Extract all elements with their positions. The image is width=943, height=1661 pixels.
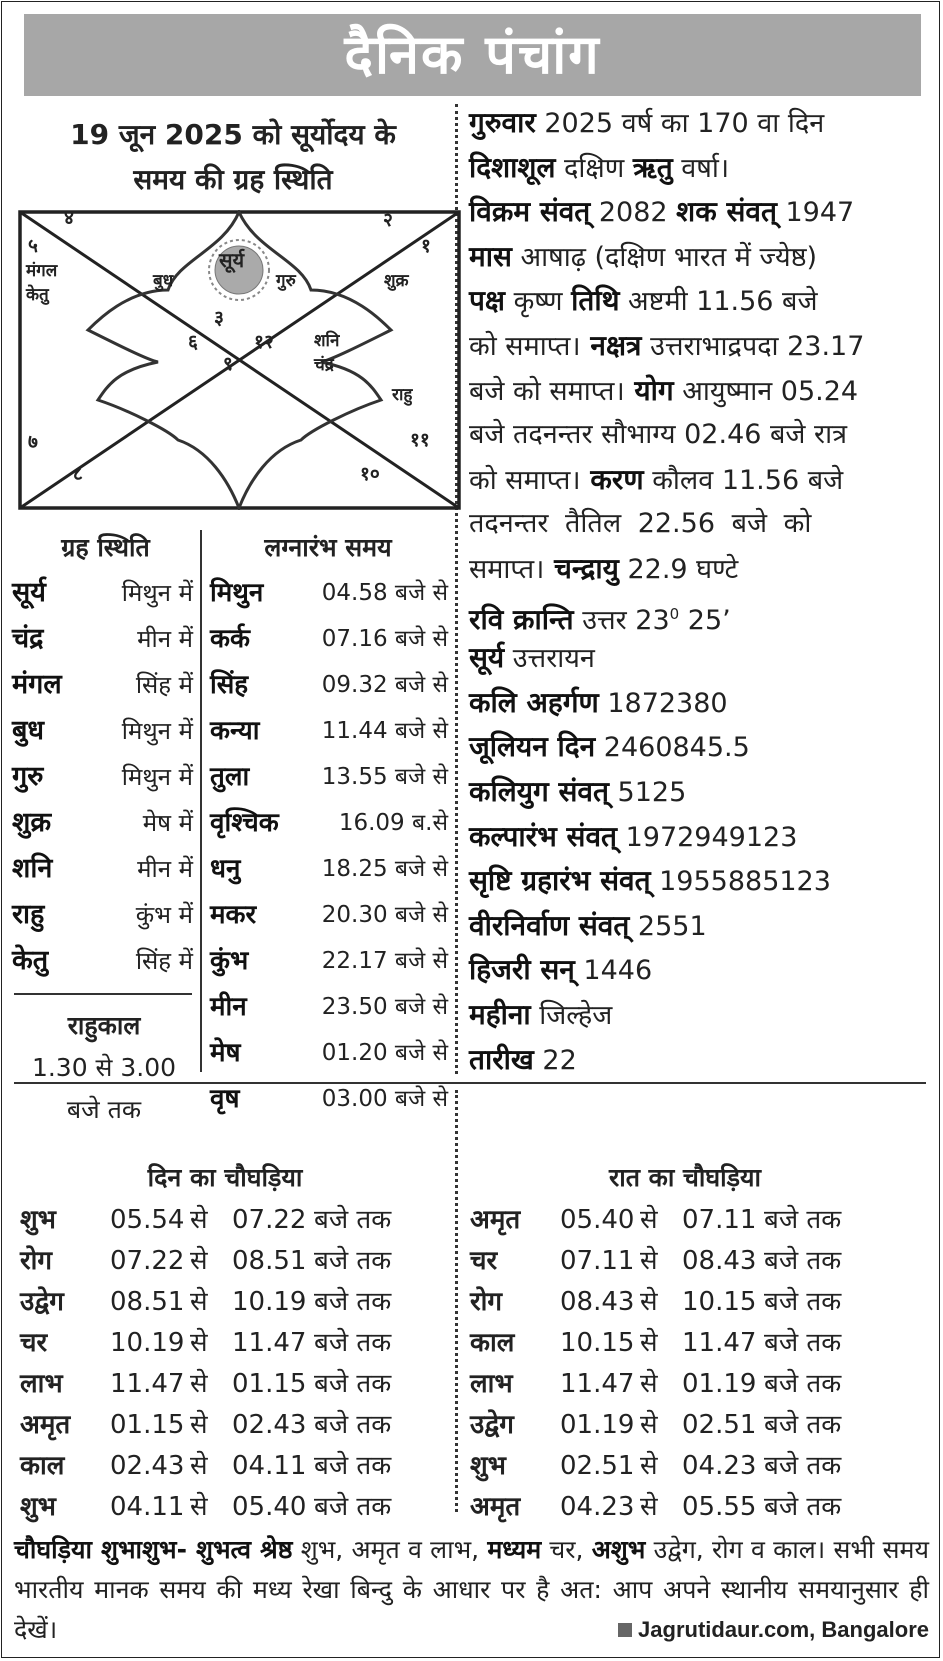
- choghadiya-row: [20, 1446, 424, 1486]
- choghadiya-name: शुभ: [20, 1492, 56, 1522]
- choghadiya-suffix: बजे तक: [764, 1287, 842, 1317]
- choghadiya-name: उद्वेग: [20, 1287, 64, 1317]
- raat-choghadiya-header: रात का चौघड़िया: [609, 1163, 761, 1192]
- choghadiya-se: से: [640, 1328, 658, 1358]
- graha-rashi: सिंह में: [135, 947, 193, 975]
- choghadiya-to: 04.11: [232, 1451, 307, 1481]
- panchang-line-1: गुरुवार 2025 वर्ष का 170 वा दिन: [469, 106, 825, 139]
- house-number-7: ७: [28, 431, 38, 453]
- choghadiya-from: 08.43: [560, 1287, 635, 1317]
- house-number-9: ९: [223, 353, 233, 375]
- choghadiya-from: 10.19: [110, 1328, 185, 1358]
- choghadiya-se: से: [640, 1451, 658, 1481]
- choghadiya-to: 07.11: [682, 1205, 757, 1235]
- choghadiya-row: [470, 1323, 874, 1363]
- choghadiya-from: 02.43: [110, 1451, 185, 1481]
- chart-heading-line1: 19 जून 2025 को सूर्योदय के: [70, 118, 396, 151]
- choghadiya-suffix: बजे तक: [764, 1492, 842, 1522]
- choghadiya-se: से: [190, 1369, 208, 1399]
- house-number-11: ११: [410, 429, 430, 451]
- choghadiya-to: 10.15: [682, 1287, 757, 1317]
- panchang-line-8: बजे तदनन्तर सौभाग्य 02.46 बजे रात्र: [469, 419, 847, 450]
- choghadiya-to: 07.22: [232, 1205, 307, 1235]
- lagna-name: मेष: [210, 1038, 241, 1068]
- footer-credit: Jagrutidaur.com, Bangalore: [618, 1610, 929, 1650]
- lagna-name: तुला: [210, 762, 250, 792]
- lagna-name: मकर: [210, 900, 257, 930]
- center-divider-bottom: [455, 1090, 458, 1512]
- choghadiya-se: से: [640, 1410, 658, 1440]
- choghadiya-row: [20, 1200, 424, 1240]
- choghadiya-se: से: [640, 1492, 658, 1522]
- choghadiya-name: लाभ: [470, 1369, 513, 1399]
- choghadiya-to: 02.43: [232, 1410, 307, 1440]
- panchang-line-3: विक्रम संवत् 2082 शक संवत् 1947: [469, 195, 855, 228]
- choghadiya-to: 11.47: [682, 1328, 757, 1358]
- choghadiya-suffix: बजे तक: [314, 1492, 392, 1522]
- graha-name: गुरु: [12, 761, 44, 792]
- choghadiya-to: 05.40: [232, 1492, 307, 1522]
- choghadiya-se: से: [190, 1287, 208, 1317]
- graha-name: राहु: [12, 899, 45, 930]
- choghadiya-suffix: बजे तक: [764, 1328, 842, 1358]
- graha-rashi: मिथुन में: [121, 717, 193, 745]
- house-number-6: ६: [188, 331, 198, 353]
- choghadiya-name: अमृत: [20, 1410, 71, 1440]
- rahukaal-divider: [14, 993, 192, 995]
- chart-heading-line2: समय की ग्रह स्थिति: [133, 163, 333, 196]
- left-column-divider: [200, 530, 202, 1072]
- panchang-line-2: दिशाशूल दक्षिण ऋतु वर्षा।: [469, 151, 730, 184]
- choghadiya-from: 07.11: [560, 1246, 635, 1276]
- planet-budh: बुध: [153, 271, 174, 291]
- house-number-1: १: [421, 235, 431, 257]
- panchang-line-21: महीना जिल्हेज: [469, 998, 613, 1031]
- choghadiya-from: 07.22: [110, 1246, 185, 1276]
- choghadiya-row: [20, 1241, 424, 1281]
- lagna-time: 18.25 बजे से: [321, 856, 448, 882]
- choghadiya-name: शुभ: [20, 1205, 56, 1235]
- graha-rashi: मीन में: [137, 625, 193, 653]
- house-number-8: ८: [73, 463, 83, 485]
- house-number-2: २: [383, 209, 393, 231]
- lagna-time: 07.16 बजे से: [321, 626, 448, 652]
- choghadiya-name: शुभ: [470, 1451, 506, 1481]
- choghadiya-se: से: [640, 1369, 658, 1399]
- choghadiya-name: अमृत: [470, 1492, 521, 1522]
- choghadiya-suffix: बजे तक: [314, 1246, 392, 1276]
- choghadiya-suffix: बजे तक: [764, 1410, 842, 1440]
- choghadiya-to: 01.15: [232, 1369, 307, 1399]
- choghadiya-suffix: बजे तक: [314, 1369, 392, 1399]
- choghadiya-suffix: बजे तक: [764, 1369, 842, 1399]
- choghadiya-to: 04.23: [682, 1451, 757, 1481]
- choghadiya-to: 10.19: [232, 1287, 307, 1317]
- choghadiya-name: लाभ: [20, 1369, 63, 1399]
- choghadiya-row: [470, 1364, 874, 1404]
- graha-sthiti-header: ग्रह स्थिति: [61, 533, 150, 562]
- panchang-line-11: समाप्त। चन्द्रायु 22.9 घण्टे: [469, 552, 739, 585]
- choghadiya-name: उद्वेग: [470, 1410, 514, 1440]
- planet-mangal: मंगल: [26, 261, 58, 281]
- house-number-4: ४: [64, 207, 74, 229]
- planet-shani: शनि: [314, 331, 340, 351]
- choghadiya-se: से: [640, 1287, 658, 1317]
- panchang-line-22-visible: तारीख 22: [469, 1043, 577, 1076]
- lagna-time: 09.32 बजे से: [321, 672, 448, 698]
- graha-name: केतु: [12, 945, 49, 976]
- footer-note: चौघड़िया शुभाशुभ- शुभत्व श्रेष्ठ शुभ, अमृत व लाभ, मध्यम चर, अशुभ उद्वेग, रोग व काल। सभी समय भारतीय मानक समय की मध्य रेखा बिन्दु के आधार पर है अत: आप अपने स्थानीय समयानुसार ही देखें। Jagrutidaur.com, Bangalore: [14, 1530, 929, 1650]
- lagna-name: सिंह: [210, 670, 249, 700]
- choghadiya-row: [470, 1487, 874, 1527]
- lagnarambh-header: लग्नारंभ समय: [264, 533, 392, 562]
- choghadiya-se: से: [190, 1328, 208, 1358]
- lagna-name: कर्क: [210, 624, 250, 654]
- choghadiya-suffix: बजे तक: [314, 1328, 392, 1358]
- choghadiya-row: [470, 1241, 874, 1281]
- square-bullet-icon: [618, 1623, 632, 1637]
- panchang-line-4: मास आषाढ़ (दक्षिण भारत में ज्येष्ठ): [469, 240, 818, 273]
- choghadiya-se: से: [190, 1492, 208, 1522]
- lagna-name: वृष: [210, 1084, 240, 1114]
- graha-name: सूर्य: [12, 577, 46, 608]
- graha-rashi: मेष में: [142, 809, 193, 837]
- panchang-line-12: रवि क्रान्ति उत्तर $23^0$ 25’: [469, 603, 731, 636]
- lagna-time: 03.00 बजे से: [321, 1086, 448, 1112]
- panchang-line-10: तदनन्तर तैतिल 22.56 बजे को: [469, 508, 812, 539]
- panchang-line-6: को समाप्त। नक्षत्र उत्तराभाद्रपदा 23.17: [469, 329, 865, 362]
- choghadiya-name: चर: [20, 1328, 48, 1358]
- choghadiya-row: [20, 1364, 424, 1404]
- choghadiya-row: [20, 1323, 424, 1363]
- choghadiya-se: से: [190, 1451, 208, 1481]
- choghadiya-suffix: बजे तक: [314, 1287, 392, 1317]
- choghadiya-to: 11.47: [232, 1328, 307, 1358]
- choghadiya-from: 01.15: [110, 1410, 185, 1440]
- choghadiya-to: 02.51: [682, 1410, 757, 1440]
- choghadiya-name: रोग: [470, 1287, 503, 1317]
- lagna-name: कन्या: [210, 716, 260, 746]
- lagna-name: मिथुन: [210, 578, 264, 608]
- lagna-name: धनु: [210, 854, 241, 884]
- lagna-time: 20.30 बजे से: [321, 902, 448, 928]
- planet-shukra: शुक्र: [384, 271, 409, 291]
- panchang-line-5: पक्ष कृष्ण तिथि अष्टमी 11.56 बजे: [469, 284, 818, 317]
- choghadiya-to: 05.55: [682, 1492, 757, 1522]
- house-number-3: ३: [214, 307, 224, 329]
- kundli-chart: [18, 207, 461, 510]
- panchang-line-18: सृष्टि ग्रहारंभ संवत् 1955885123: [469, 864, 831, 897]
- choghadiya-row: [470, 1446, 874, 1486]
- choghadiya-from: 04.23: [560, 1492, 635, 1522]
- lagna-time: 13.55 बजे से: [321, 764, 448, 790]
- choghadiya-to: 08.51: [232, 1246, 307, 1276]
- choghadiya-se: से: [190, 1410, 208, 1440]
- lagna-name: वृश्चिक: [210, 808, 279, 838]
- choghadiya-suffix: बजे तक: [764, 1451, 842, 1481]
- planet-ketu: केतु: [26, 285, 49, 305]
- panchang-line-13: सूर्य उत्तरायन: [469, 641, 595, 674]
- panchang-line-7: बजे को समाप्त। योग आयुष्मान 05.24: [469, 374, 859, 407]
- choghadiya-to: 01.19: [682, 1369, 757, 1399]
- panchang-line-14: कलि अहर्गण 1872380: [469, 686, 728, 719]
- choghadiya-from: 11.47: [110, 1369, 185, 1399]
- choghadiya-from: 01.19: [560, 1410, 635, 1440]
- choghadiya-from: 02.51: [560, 1451, 635, 1481]
- choghadiya-from: 10.15: [560, 1328, 635, 1358]
- choghadiya-se: से: [190, 1246, 208, 1276]
- choghadiya-suffix: बजे तक: [314, 1410, 392, 1440]
- choghadiya-row: [470, 1200, 874, 1240]
- choghadiya-name: काल: [470, 1328, 515, 1358]
- lagna-time: 11.44 बजे से: [321, 718, 448, 744]
- choghadiya-se: से: [640, 1205, 658, 1235]
- din-choghadiya-header: दिन का चौघड़िया: [147, 1163, 303, 1192]
- rahukaal-suffix: बजे तक: [66, 1095, 142, 1124]
- graha-name: मंगल: [12, 669, 62, 700]
- house-number-10: १०: [360, 463, 380, 485]
- graha-name: शनि: [12, 853, 53, 884]
- lagna-time: 01.20 बजे से: [321, 1040, 448, 1066]
- choghadiya-from: 05.40: [560, 1205, 635, 1235]
- choghadiya-from: 08.51: [110, 1287, 185, 1317]
- panchang-line-15: जूलियन दिन 2460845.5: [469, 730, 750, 763]
- choghadiya-row: [20, 1282, 424, 1322]
- planet-rahu: राहु: [392, 385, 413, 405]
- graha-rashi: सिंह में: [135, 671, 193, 699]
- choghadiya-from: 11.47: [560, 1369, 635, 1399]
- graha-rashi: मीन में: [137, 855, 193, 883]
- lagna-time: 04.58 बजे से: [321, 580, 448, 606]
- choghadiya-from: 05.54: [110, 1205, 185, 1235]
- panchang-line-9: को समाप्त। करण कौलव 11.56 बजे: [469, 463, 844, 496]
- lagna-name: कुंभ: [210, 946, 249, 976]
- planet-chandra: चंद्र: [314, 355, 334, 375]
- choghadiya-se: से: [190, 1205, 208, 1235]
- panchang-line-17: कल्पारंभ संवत् 1972949123: [469, 820, 798, 853]
- choghadiya-se: से: [640, 1246, 658, 1276]
- choghadiya-from: 04.11: [110, 1492, 185, 1522]
- house-number-12: १२: [254, 331, 274, 353]
- choghadiya-row: [470, 1282, 874, 1322]
- graha-name: चंद्र: [12, 623, 44, 654]
- panchang-line-16: कलियुग संवत् 5125: [469, 775, 687, 808]
- graha-rashi: कुंभ में: [135, 901, 193, 929]
- choghadiya-name: अमृत: [470, 1205, 521, 1235]
- graha-name: शुक्र: [12, 807, 52, 838]
- lagna-name: मीन: [210, 992, 247, 1022]
- planet-guru: गुरु: [276, 271, 296, 291]
- planet-surya: सूर्य: [219, 248, 245, 272]
- rahukaal-time: 1.30 से 3.00: [31, 1053, 177, 1082]
- choghadiya-row: [20, 1405, 424, 1445]
- graha-rashi: मिथुन में: [121, 579, 193, 607]
- choghadiya-suffix: बजे तक: [314, 1451, 392, 1481]
- lagna-time: 16.09 ब.से: [338, 810, 448, 836]
- choghadiya-name: चर: [470, 1246, 498, 1276]
- choghadiya-name: काल: [20, 1451, 65, 1481]
- house-number-5: ५: [28, 235, 38, 257]
- choghadiya-to: 08.43: [682, 1246, 757, 1276]
- choghadiya-name: रोग: [20, 1246, 53, 1276]
- choghadiya-row: [20, 1487, 424, 1527]
- graha-rashi: मिथुन में: [121, 763, 193, 791]
- graha-name: बुध: [12, 715, 45, 746]
- choghadiya-suffix: बजे तक: [764, 1205, 842, 1235]
- choghadiya-row: [470, 1405, 874, 1445]
- rahukaal-label: राहुकाल: [67, 1011, 141, 1040]
- choghadiya-suffix: बजे तक: [314, 1205, 392, 1235]
- choghadiya-suffix: बजे तक: [764, 1246, 842, 1276]
- lagna-time: 23.50 बजे से: [321, 994, 448, 1020]
- panchang-line-19: वीरनिर्वाण संवत् 2551: [469, 909, 707, 942]
- panchang-line-20: हिजरी सन् 1446: [469, 953, 653, 986]
- lagna-time: 22.17 बजे से: [321, 948, 448, 974]
- page-title: दैनिक पंचांग: [24, 14, 921, 96]
